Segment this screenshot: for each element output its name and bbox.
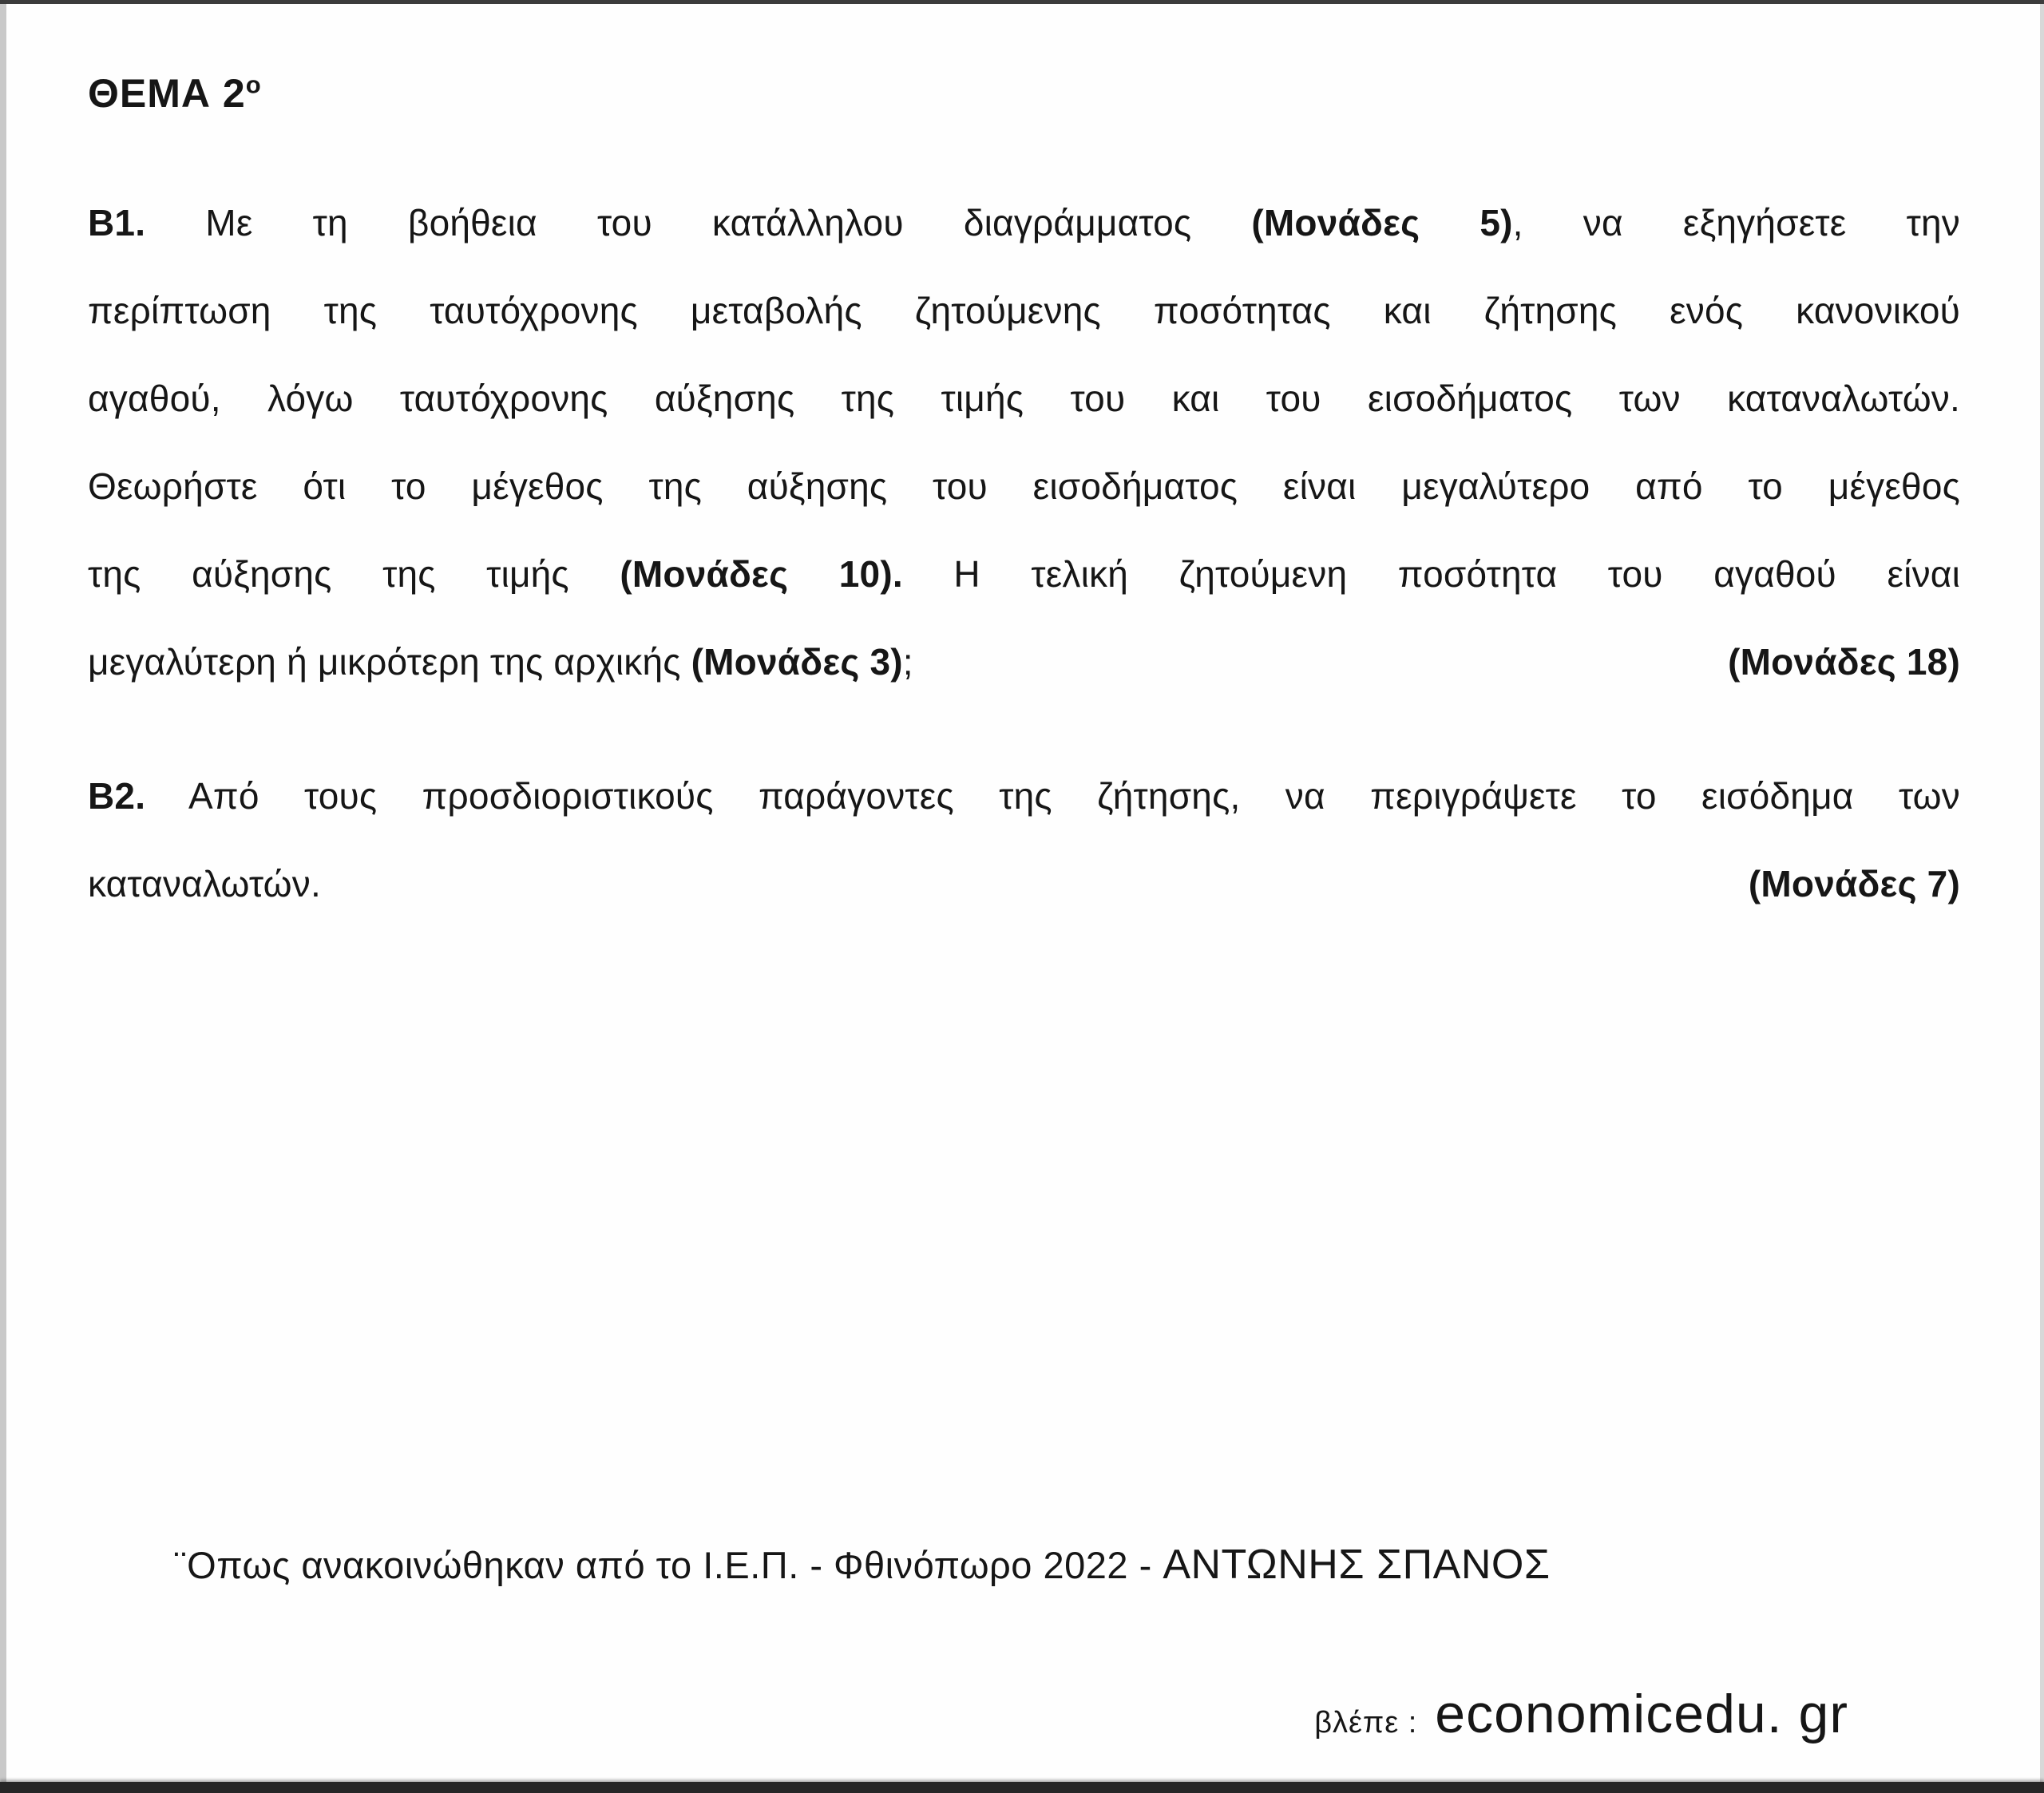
- text-segment: μεγαλύτερη ή μικρότερη της αρχικής: [88, 641, 691, 683]
- text-segment: (Μονάδες 3): [691, 641, 903, 683]
- page-edge-left: [0, 4, 6, 1782]
- page-edge-bottom: [0, 1782, 2044, 1793]
- line-left-text: [88, 840, 321, 928]
- line-left-text: [88, 618, 913, 706]
- text-segment: Με τη βοήθεια του κατάλληλου διαγράμματος: [145, 202, 1252, 243]
- page-content: [88, 0, 1960, 928]
- text-segment: ;: [902, 641, 913, 683]
- text-line: [88, 840, 1960, 928]
- question-b2-paragraph: [88, 752, 1960, 928]
- source-attribution: [174, 1541, 1550, 1589]
- attribution-prefix: ¨Οπως ανακοινώθηκαν από το Ι.Ε.Π. - Φθινόπωρο 2022 -: [174, 1544, 1163, 1586]
- text-segment: Θεωρήστε ότι το μέγεθος της αύξησης του εισοδήματος είναι μεγαλύτερο από το μέγεθος: [88, 465, 1960, 507]
- text-line: [88, 752, 1960, 840]
- question-b1-paragraph: [88, 179, 1960, 706]
- text-segment: (Μονάδες 18): [1728, 641, 1960, 683]
- text-segment: Β1.: [88, 202, 146, 243]
- website-reference: [1314, 1683, 1848, 1745]
- text-segment: (Μονάδες 5): [1251, 202, 1513, 243]
- text-line: [88, 618, 1960, 706]
- text-segment: περίπτωση της ταυτόχρονης μεταβολής ζητούμενης ποσότητας και ζήτησης ενός κανονικού: [88, 290, 1960, 331]
- page-edge-right: [2040, 4, 2044, 1782]
- text-segment: καταναλωτών.: [88, 863, 321, 904]
- text-segment: αγαθού, λόγω ταυτόχρονης αύξησης της τιμής του και του εισοδήματος των καταναλωτών.: [88, 378, 1960, 419]
- line-right-points: [1728, 618, 1960, 706]
- text-segment: Β2.: [88, 775, 146, 817]
- text-segment: , να εξηγήσετε την: [1512, 202, 1960, 243]
- page-title-superscript: ο: [245, 70, 262, 99]
- text-segment: (Μονάδες 10).: [620, 553, 903, 595]
- text-line: [88, 530, 1960, 618]
- text-line: [88, 442, 1960, 530]
- site-name: economicedu. gr: [1435, 1684, 1848, 1744]
- page-title: [88, 70, 1960, 117]
- text-line: [88, 354, 1960, 442]
- text-segment: Από τους προσδιοριστικούς παράγοντες της ζήτησης, να περιγράψετε το εισόδημα των: [145, 775, 1960, 817]
- attribution-author: ΑΝΤΩΝΗΣ ΣΠΑΝΟΣ: [1163, 1542, 1551, 1588]
- text-segment: Η τελική ζητούμενη ποσότητα του αγαθού είναι: [902, 553, 1960, 595]
- see-label: βλέπε :: [1314, 1706, 1418, 1740]
- line-right-points: [1749, 840, 1960, 928]
- text-segment: της αύξησης της τιμής: [88, 553, 620, 595]
- text-line: [88, 179, 1960, 267]
- page-title-text: ΘΕΜΑ 2: [88, 71, 246, 116]
- text-segment: (Μονάδες 7): [1748, 863, 1960, 904]
- text-line: [88, 267, 1960, 354]
